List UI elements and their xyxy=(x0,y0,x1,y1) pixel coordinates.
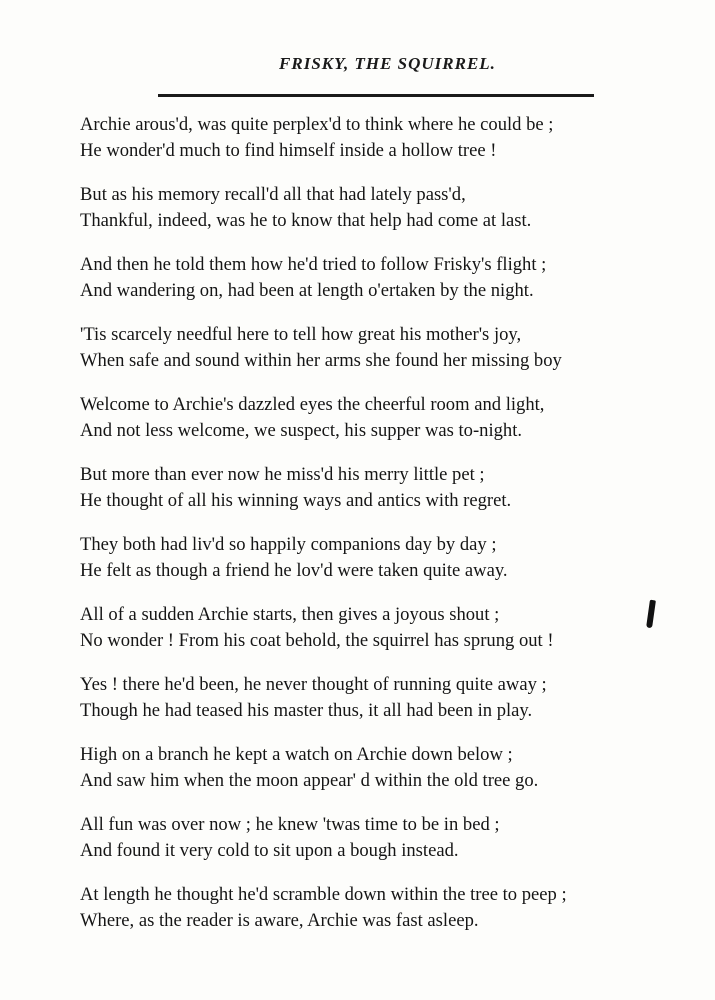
poem-line: And saw him when the moon appear' d within the old tree go. xyxy=(80,770,539,791)
title-underline xyxy=(158,94,594,97)
poem-line: And then he told them how he'd tried to follow Frisky's flight ; xyxy=(80,254,547,275)
poem-line: Though he had teased his master thus, it all had been in play. xyxy=(80,700,533,721)
stanza xyxy=(80,392,700,462)
poem-line: Archie arous'd, was quite perplex'd to think where he could be ; xyxy=(80,114,554,135)
stanza xyxy=(80,112,700,182)
stanza xyxy=(80,532,700,602)
poem-line: Thankful, indeed, was he to know that help had come at last. xyxy=(80,210,532,231)
stanza xyxy=(80,182,700,252)
poem-line: He thought of all his winning ways and antics with regret. xyxy=(80,490,512,511)
poem-line: Welcome to Archie's dazzled eyes the cheerful room and light, xyxy=(80,394,545,415)
stanza xyxy=(80,672,700,742)
page-title: FRISKY, THE SQUIRREL. xyxy=(279,54,496,73)
poem-line: All of a sudden Archie starts, then gives a joyous shout ; xyxy=(80,604,500,625)
stanza xyxy=(80,252,700,322)
poem-line: He felt as though a friend he lov'd were taken quite away. xyxy=(80,560,508,581)
poem-body xyxy=(80,112,700,952)
poem-line: But more than ever now he miss'd his merry little pet ; xyxy=(80,464,485,485)
stanza xyxy=(80,462,700,532)
poem-line: At length he thought he'd scramble down within the tree to peep ; xyxy=(80,884,567,905)
poem-line: High on a branch he kept a watch on Archie down below ; xyxy=(80,744,513,765)
poem-line: He wonder'd much to find himself inside a hollow tree ! xyxy=(80,140,497,161)
poem-line: 'Tis scarcely needful here to tell how great his mother's joy, xyxy=(80,324,522,345)
poem-line: And found it very cold to sit upon a bough instead. xyxy=(80,840,459,861)
poem-line: When safe and sound within her arms she found her missing boy xyxy=(80,350,562,371)
stanza xyxy=(80,322,700,392)
poem-line: And not less welcome, we suspect, his supper was to-night. xyxy=(80,420,523,441)
poem-line: Where, as the reader is aware, Archie was fast asleep. xyxy=(80,910,479,931)
stanza xyxy=(80,812,700,882)
stanza xyxy=(80,742,700,812)
poem-line: They both had liv'd so happily companions day by day ; xyxy=(80,534,497,555)
stanza xyxy=(80,882,700,952)
poem-line: No wonder ! From his coat behold, the squirrel has sprung out ! xyxy=(80,630,554,651)
poem-line: All fun was over now ; he knew 'twas time to be in bed ; xyxy=(80,814,500,835)
stanza xyxy=(80,602,700,672)
poem-line: But as his memory recall'd all that had lately pass'd, xyxy=(80,184,466,205)
poem-line: Yes ! there he'd been, he never thought of running quite away ; xyxy=(80,674,547,695)
poem-line: And wandering on, had been at length o'ertaken by the night. xyxy=(80,280,534,301)
